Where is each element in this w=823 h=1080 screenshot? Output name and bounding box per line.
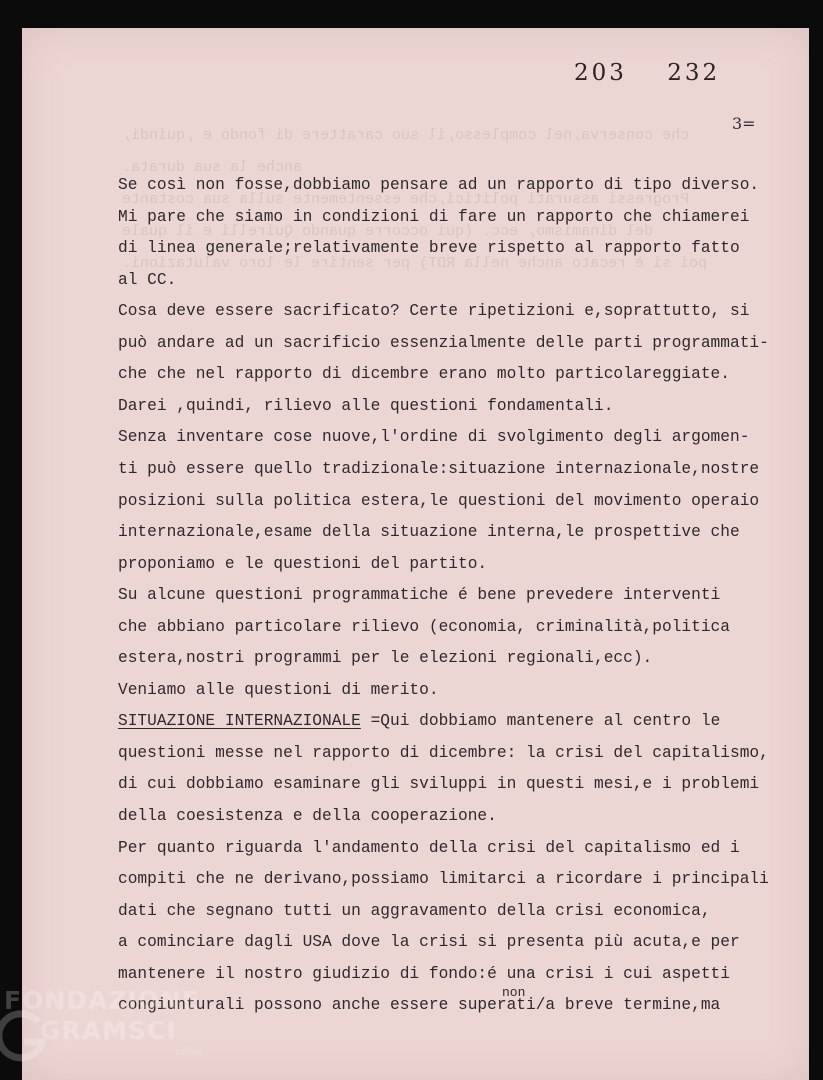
document-page xyxy=(22,28,809,1080)
line-text: Darei ,quindi, rilievo alle questioni fondamentali. xyxy=(118,396,614,415)
text-line xyxy=(118,902,711,920)
line-text: Su alcune questioni programmatiche é bene prevedere interventi xyxy=(118,586,721,605)
line-text: Cosa deve essere sacrificato? Certe ripetizioni e,soprattutto, si xyxy=(118,302,750,321)
line-text: della coesistenza e della cooperazione. xyxy=(118,807,497,825)
line-text: compiti che ne derivano,possiamo limitarci a ricordare i principali xyxy=(118,870,769,889)
line-text: estera,nostri programmi per le elezioni regionali,ecc). xyxy=(118,649,653,668)
line-text: ti può essere quello tradizionale:situazione internazionale,nostre xyxy=(118,459,760,478)
text-line xyxy=(118,712,720,730)
line-text: Veniamo alle questioni di merito. xyxy=(118,680,439,699)
watermark-line2: GRAMSCI xyxy=(40,1016,177,1045)
watermark-onlus: onlus xyxy=(176,1047,203,1058)
ghost-line: Progressi assurati politici,che essentemente sulla sua costante xyxy=(122,191,690,208)
text-line xyxy=(118,870,769,888)
line-text: internazionale,esame della situazione interna,le prospettive che xyxy=(118,523,740,542)
ghost-line: del dinamismo, ecc. (qui occorre quando Quirelli e il quale xyxy=(122,223,654,240)
ghost-line: anche la sua durata. xyxy=(122,159,303,176)
line-text: di linea generale;relativamente breve rispetto al rapporto fatto xyxy=(118,239,740,258)
line-text: può andare ad un sacrificio essenzialmente delle parti programmati- xyxy=(118,333,769,352)
ghost-line: che conserva,nel complesso,il suo carattere di fondo e ,quindi, xyxy=(122,127,690,144)
text-line xyxy=(118,649,652,667)
handwritten-page-mark: 3= xyxy=(732,114,756,133)
text-line xyxy=(118,428,749,446)
line-text: =Qui dobbiamo mantenere al centro le xyxy=(360,712,721,731)
text-line xyxy=(118,965,730,983)
text-line xyxy=(118,492,759,510)
line-text: posizioni sulla politica estera,le questioni del movimento operaio xyxy=(118,491,760,510)
line-text: congiunturali possono anche essere superati/a breve termine,ma xyxy=(118,996,721,1015)
line-text: di cui dobbiamo esaminare gli sviluppi in questi mesi,e i problemi xyxy=(118,775,760,794)
line-text: mantenere il nostro giudizio di fondo:é una crisi i cui aspetti xyxy=(118,964,730,983)
line-text: proponiamo e le questioni del partito. xyxy=(118,554,488,573)
text-line xyxy=(118,271,176,289)
text-line xyxy=(118,775,759,793)
fondazione-gramsci-watermark xyxy=(4,986,203,1058)
text-line xyxy=(118,176,759,194)
ghost-line: poi si è recato anche nella RDT) per sentire le loro valutazioni. xyxy=(122,255,708,272)
text-line xyxy=(118,302,749,320)
text-line xyxy=(118,365,730,383)
text-line xyxy=(118,523,740,541)
line-text: Per quanto riguarda l'andamento della crisi del capitalismo ed i xyxy=(118,838,740,857)
text-line xyxy=(118,555,487,573)
text-line xyxy=(118,334,769,352)
text-line xyxy=(118,618,730,636)
line-text: che che nel rapporto di dicembre erano molto particolareggiate. xyxy=(118,365,730,384)
line-text: Se così non fosse,dobbiamo pensare ad un rapporto di tipo diverso. xyxy=(118,176,760,194)
text-line xyxy=(118,397,613,415)
text-line xyxy=(118,933,740,951)
line-text: al CC. xyxy=(118,270,177,289)
text-line xyxy=(118,239,740,257)
text-line xyxy=(118,460,759,478)
page-number-old: 203 xyxy=(574,60,627,86)
text-line xyxy=(118,586,720,604)
watermark-line1: FONDAZIONE xyxy=(4,986,201,1015)
line-text: a cominciare dagli USA dove la crisi si presenta più acuta,e per xyxy=(118,933,740,952)
text-line xyxy=(118,807,497,825)
page-number-new: 232 xyxy=(667,60,721,86)
line-text: Mi pare che siamo in condizioni di fare un rapporto che chiamerei xyxy=(118,207,750,226)
section-heading: SITUAZIONE INTERNAZIONALE xyxy=(118,712,361,731)
text-line xyxy=(118,744,769,762)
text-line xyxy=(118,985,721,1015)
page-numbers xyxy=(574,60,750,86)
text-line xyxy=(118,839,740,857)
interlinear-insertion: non xyxy=(502,985,526,1001)
text-line xyxy=(118,208,749,226)
text-line xyxy=(118,681,439,699)
line-text: questioni messe nel rapporto di dicembre: la crisi del capitalismo, xyxy=(118,743,769,762)
line-text: dati che segnano tutti un aggravamento della crisi economica, xyxy=(118,901,711,920)
line-text: che abbiano particolare rilievo (economia, criminalità,politica xyxy=(118,617,730,636)
line-text: Senza inventare cose nuove,l'ordine di svolgimento degli argomen- xyxy=(118,428,750,447)
